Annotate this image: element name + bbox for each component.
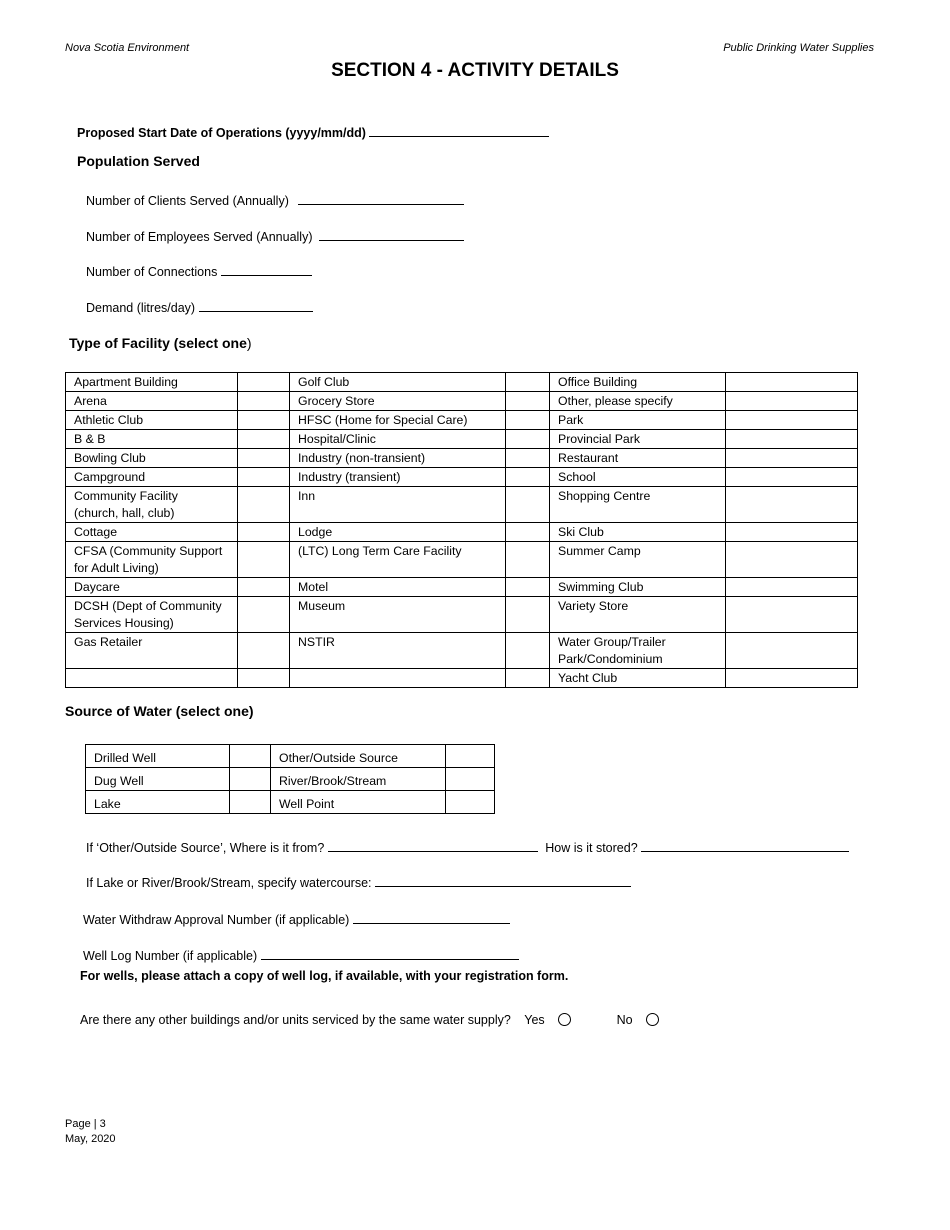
facility-option-label: Variety Store [550, 597, 726, 633]
facility-select-cell[interactable] [726, 669, 858, 688]
population-heading: Population Served [77, 153, 200, 169]
water-source-label: Other/Outside Source [271, 745, 446, 768]
facility-option-label: Restaurant [550, 449, 726, 468]
water-source-heading: Source of Water (select one) [65, 703, 254, 719]
facility-option-label: Hospital/Clinic [290, 430, 506, 449]
facility-select-cell[interactable] [506, 597, 550, 633]
facility-row [66, 468, 858, 487]
water-source-label: River/Brook/Stream [271, 768, 446, 791]
facility-select-cell[interactable] [726, 449, 858, 468]
facility-select-cell[interactable] [506, 392, 550, 411]
water-source-label: Dug Well [86, 768, 230, 791]
other-where-field[interactable] [328, 839, 538, 852]
facility-row [66, 578, 858, 597]
facility-select-cell[interactable] [726, 578, 858, 597]
facility-option-label: Arena [66, 392, 238, 411]
water-source-label: Drilled Well [86, 745, 230, 768]
water-source-select-cell[interactable] [446, 745, 495, 768]
footer-date: May, 2020 [65, 1133, 116, 1145]
facility-select-cell[interactable] [238, 430, 290, 449]
facility-row [66, 449, 858, 468]
facility-select-cell[interactable] [238, 487, 290, 523]
facility-option-label: Grocery Store [290, 392, 506, 411]
water-source-row [86, 745, 495, 768]
facility-select-cell[interactable] [726, 392, 858, 411]
facility-select-cell[interactable] [726, 523, 858, 542]
facility-table [65, 372, 858, 688]
no-radio[interactable] [646, 1013, 659, 1026]
facility-select-cell[interactable] [726, 487, 858, 523]
connections-field[interactable] [221, 263, 312, 276]
facility-option-label: Athletic Club [66, 411, 238, 430]
well-log-field[interactable] [261, 947, 519, 960]
facility-option-label: Motel [290, 578, 506, 597]
facility-option-label: Swimming Club [550, 578, 726, 597]
facility-option-label: Lodge [290, 523, 506, 542]
facility-select-cell[interactable] [238, 669, 290, 688]
clients-row [86, 192, 464, 208]
watercourse-label: If Lake or River/Brook/Stream, specify watercourse: [86, 876, 372, 890]
water-source-row [86, 791, 495, 814]
facility-select-cell[interactable] [506, 449, 550, 468]
well-note: For wells, please attach a copy of well log, if available, with your registration form. [80, 969, 569, 983]
clients-label: Number of Clients Served (Annually) [86, 194, 289, 208]
facility-row [66, 597, 858, 633]
stored-field[interactable] [641, 839, 849, 852]
facility-row [66, 487, 858, 523]
facility-select-cell[interactable] [238, 542, 290, 578]
other-where-label: If ‘Other/Outside Source’, Where is it from? [86, 841, 325, 855]
facility-row [66, 633, 858, 669]
facility-row [66, 392, 858, 411]
demand-row [86, 299, 313, 315]
connections-label: Number of Connections [86, 265, 218, 279]
facility-select-cell[interactable] [726, 430, 858, 449]
page-number: Page | 3 [65, 1118, 106, 1130]
demand-field[interactable] [199, 299, 313, 312]
facility-option-label [290, 669, 506, 688]
facility-select-cell[interactable] [726, 411, 858, 430]
facility-select-cell[interactable] [726, 597, 858, 633]
facility-select-cell[interactable] [506, 633, 550, 669]
yes-label: Yes [524, 1013, 545, 1027]
water-source-select-cell[interactable] [446, 791, 495, 814]
facility-row [66, 430, 858, 449]
employees-label: Number of Employees Served (Annually) [86, 230, 313, 244]
watercourse-field-ext[interactable] [513, 874, 631, 887]
facility-row [66, 669, 858, 688]
facility-option-label: Shopping Centre [550, 487, 726, 523]
facility-option-label: B & B [66, 430, 238, 449]
water-source-select-cell[interactable] [230, 768, 271, 791]
facility-option-label: Bowling Club [66, 449, 238, 468]
facility-option-label: (LTC) Long Term Care Facility [290, 542, 506, 578]
page-title: SECTION 4 - ACTIVITY DETAILS [331, 60, 619, 81]
facility-select-cell[interactable] [506, 542, 550, 578]
other-source-row [86, 839, 849, 855]
facility-option-label: Golf Club [290, 373, 506, 392]
facility-heading [69, 335, 252, 351]
watercourse-field[interactable] [375, 874, 513, 887]
other-buildings-row [80, 1013, 659, 1027]
facility-option-label: School [550, 468, 726, 487]
facility-option-label: Inn [290, 487, 506, 523]
facility-select-cell[interactable] [506, 468, 550, 487]
water-source-select-cell[interactable] [230, 791, 271, 814]
facility-select-cell[interactable] [238, 597, 290, 633]
facility-option-label: Yacht Club [550, 669, 726, 688]
facility-select-cell[interactable] [726, 542, 858, 578]
facility-select-cell[interactable] [238, 578, 290, 597]
employees-field[interactable] [319, 228, 464, 241]
facility-select-cell[interactable] [238, 449, 290, 468]
water-source-select-cell[interactable] [446, 768, 495, 791]
facility-option-label: Cottage [66, 523, 238, 542]
facility-option-label: DCSH (Dept of Community Services Housing) [66, 597, 238, 633]
facility-select-cell[interactable] [506, 578, 550, 597]
facility-option-label [66, 669, 238, 688]
facility-option-label: Gas Retailer [66, 633, 238, 669]
facility-option-label: Provincial Park [550, 430, 726, 449]
employees-row [86, 228, 464, 244]
facility-option-label: Daycare [66, 578, 238, 597]
facility-option-label: Water Group/Trailer Park/Condominium [550, 633, 726, 669]
start-date-label: Proposed Start Date of Operations (yyyy/mm/dd) [77, 126, 366, 140]
facility-option-label: Community Facility (church, hall, club) [66, 487, 238, 523]
facility-select-cell[interactable] [238, 523, 290, 542]
facility-row [66, 373, 858, 392]
facility-option-label: Other, please specify [550, 392, 726, 411]
demand-label: Demand (litres/day) [86, 301, 196, 315]
facility-heading-paren: ) [246, 335, 252, 351]
start-date-field[interactable] [369, 124, 549, 137]
facility-select-cell[interactable] [238, 633, 290, 669]
facility-select-cell[interactable] [506, 373, 550, 392]
water-source-label: Lake [86, 791, 230, 814]
facility-option-label: Park [550, 411, 726, 430]
yes-radio[interactable] [558, 1013, 571, 1026]
header-left: Nova Scotia Environment [65, 42, 190, 54]
withdraw-field[interactable] [353, 911, 510, 924]
water-source-label: Well Point [271, 791, 446, 814]
facility-row [66, 523, 858, 542]
facility-select-cell[interactable] [726, 468, 858, 487]
facility-select-cell[interactable] [506, 669, 550, 688]
facility-select-cell[interactable] [506, 411, 550, 430]
clients-field[interactable] [298, 192, 464, 205]
facility-select-cell[interactable] [238, 468, 290, 487]
facility-select-cell[interactable] [726, 633, 858, 669]
facility-select-cell[interactable] [238, 411, 290, 430]
facility-select-cell[interactable] [506, 487, 550, 523]
facility-option-label: Industry (non-transient) [290, 449, 506, 468]
withdraw-row [83, 911, 510, 927]
facility-option-label: HFSC (Home for Special Care) [290, 411, 506, 430]
well-log-label: Well Log Number (if applicable) [83, 949, 258, 963]
facility-row [66, 411, 858, 430]
facility-option-label: Ski Club [550, 523, 726, 542]
facility-option-label: CFSA (Community Support for Adult Living) [66, 542, 238, 578]
facility-select-cell[interactable] [238, 392, 290, 411]
facility-select-cell[interactable] [506, 523, 550, 542]
facility-heading-text: Type of Facility (select one [69, 335, 247, 351]
facility-option-label: Apartment Building [66, 373, 238, 392]
header-right: Public Drinking Water Supplies [723, 42, 874, 54]
facility-option-label: Summer Camp [550, 542, 726, 578]
facility-select-cell[interactable] [726, 373, 858, 392]
water-source-table [85, 744, 495, 814]
water-source-row [86, 768, 495, 791]
withdraw-label: Water Withdraw Approval Number (if applicable) [83, 913, 350, 927]
facility-option-label: Museum [290, 597, 506, 633]
facility-select-cell[interactable] [238, 373, 290, 392]
stored-label: How is it stored? [545, 841, 638, 855]
water-source-select-cell[interactable] [230, 745, 271, 768]
facility-row [66, 542, 858, 578]
start-date-row [77, 124, 549, 140]
facility-option-label: Industry (transient) [290, 468, 506, 487]
facility-select-cell[interactable] [506, 430, 550, 449]
connections-row [86, 263, 312, 279]
facility-option-label: Office Building [550, 373, 726, 392]
facility-option-label: NSTIR [290, 633, 506, 669]
watercourse-row [86, 874, 631, 890]
no-label: No [616, 1013, 633, 1027]
well-log-row [83, 947, 519, 963]
facility-option-label: Campground [66, 468, 238, 487]
other-buildings-question: Are there any other buildings and/or units serviced by the same water supply? [80, 1013, 511, 1027]
